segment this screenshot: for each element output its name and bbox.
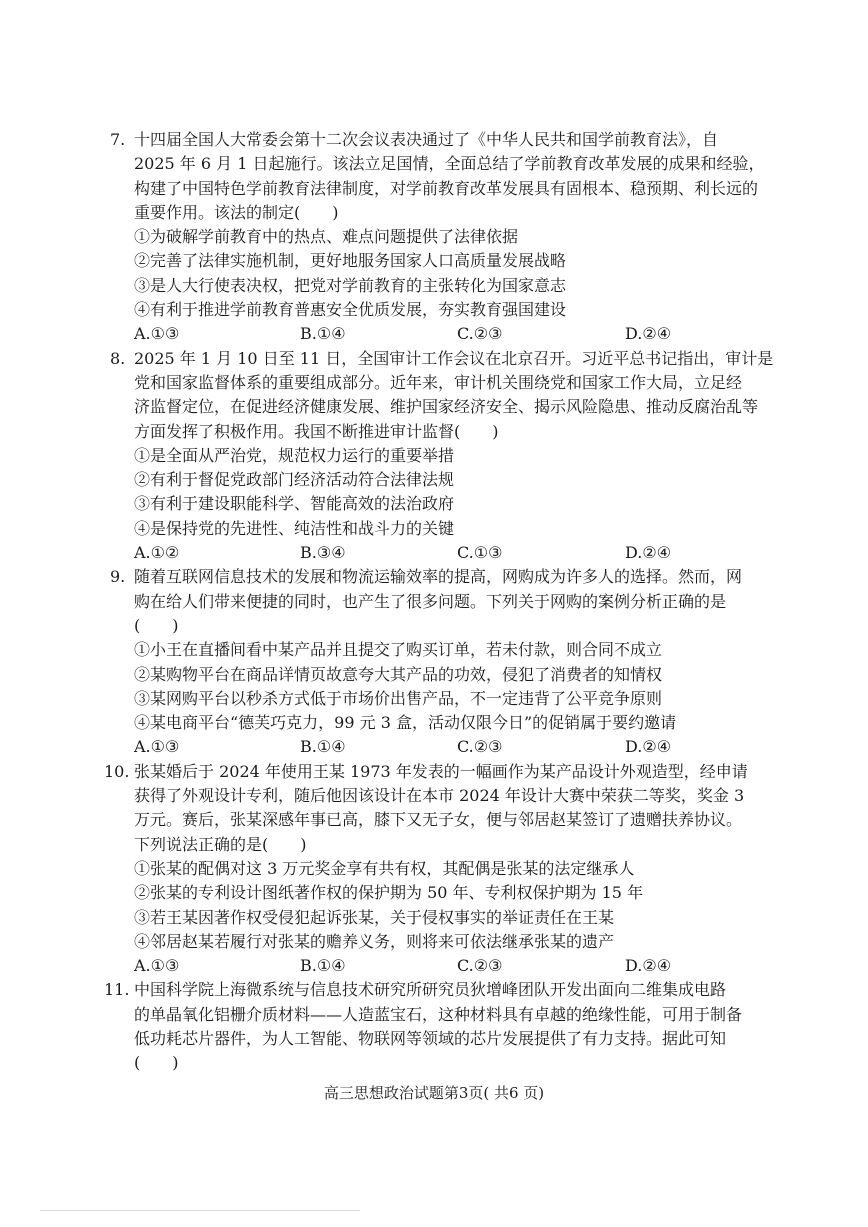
stem-line: 张某婚后于 2024 年使用王某 1973 年发表的一幅画作为某产品设计外观造型，经申请 [134, 761, 748, 781]
question-number: 8. [110, 348, 126, 368]
statement-option: ③是人大行使表决权，把党对学前教育的主张转化为国家意志 [134, 275, 567, 295]
statement-option: ④有利于推进学前教育普惠安全优质发展，夯实教育强国建设 [134, 300, 567, 320]
statement-option: ④邻居赵某若履行对张某的赡养义务，则将来可依法继承张某的遗产 [134, 931, 615, 951]
statement-option: ①张某的配偶对这 3 万元奖金享有共有权，其配偶是张某的法定继承人 [134, 858, 635, 878]
choice-c: C.②③ [457, 324, 503, 344]
choice-b: B.①④ [300, 956, 346, 976]
stem-line: 低功耗芯片器件，为人工智能、物联网等领域的芯片发展提供了有力支持。据此可知 [134, 1028, 727, 1048]
question-10 [104, 760, 760, 979]
question-stem [110, 565, 760, 638]
choice-a: A.①② [134, 543, 180, 563]
question-stem [104, 760, 760, 857]
choice-b: B.①④ [300, 737, 346, 757]
stem-line: 重要作用。该法的制定( ) [134, 202, 339, 222]
choice-d: D.②④ [625, 956, 672, 976]
answer-choices [110, 541, 760, 565]
statement-option: ①为破解学前教育中的热点、难点问题提供了法律依据 [134, 227, 519, 247]
statement-option: ②张某的专利设计图纸著作权的保护期为 50 年、专利权保护期为 15 年 [134, 883, 644, 903]
statement-option: ②某购物平台在商品详情页故意夸大其产品的功效，侵犯了消费者的知情权 [134, 664, 663, 684]
statement-option: ②完善了法律实施机制，更好地服务国家人口高质量发展战略 [134, 251, 567, 271]
statement-option: ③有利于建设职能科学、智能高效的法治政府 [134, 494, 455, 514]
stem-line: 十四届全国人大常委会第十二次会议表决通过了《中华人民共和国学前教育法》，自 [134, 130, 719, 149]
statement-option: ①是全面从严治党，规范权力运行的重要举措 [134, 445, 455, 465]
stem-line: 2025 年 1 月 10 日至 11 日，全国审计工作会议在北京召开。习近平总书记指出，审计是 [134, 348, 774, 368]
statement-option: ①小王在直播间看中某产品并且提交了购买订单，若未付款，则合同不成立 [134, 640, 663, 660]
answer-choices [110, 322, 760, 346]
stem-line: 党和国家监督体系的重要组成部分。近年来，审计机关围绕党和国家工作大局，立足经 [134, 372, 743, 392]
question-stem [110, 347, 774, 444]
statement-option: ③若王某因著作权受侵犯起诉张某，关于侵权事实的举证责任在王某 [134, 907, 615, 927]
stem-line: 购在给人们带来便捷的同时，也产生了很多问题。下列关于网购的案例分析正确的是 [134, 591, 727, 611]
stem-line: 2025 年 6 月 1 日起施行。该法立足国情，全面总结了学前教育改革发展的成果和经验， [134, 154, 765, 174]
stem-line: 随着互联网信息技术的发展和物流运输效率的提高，网购成为许多人的选择。然而，网 [134, 567, 743, 587]
question-number: 11. [104, 980, 130, 1000]
statement-option: ③某网购平台以秒杀方式低于市场价出售产品，不一定违背了公平竞争原则 [134, 688, 663, 708]
answer-choices [110, 954, 760, 978]
choice-a: A.①③ [134, 956, 180, 976]
stem-line: 的单晶氧化铝栅介质材料——人造蓝宝石，这种材料具有卓越的绝缘性能，可用于制备 [134, 1004, 743, 1024]
page-footer: 高三思想政治试题第3页( 共6 页) [323, 1084, 545, 1102]
stem-line: 方面发挥了积极作用。我国不断推进审计监督( ) [134, 421, 499, 441]
choice-d: D.②④ [625, 324, 672, 344]
choice-b: B.①④ [300, 324, 346, 344]
stem-line: 中国科学院上海微系统与信息技术研究所研究员狄增峰团队开发出面向二维集成电路 [134, 980, 727, 1000]
question-number: 7. [110, 130, 126, 149]
choice-a: A.①③ [134, 324, 180, 344]
question-number: 10. [104, 761, 130, 781]
stem-line: 构建了中国特色学前教育法律制度，对学前教育改革发展具有固根本、稳预期、利长远的 [134, 178, 759, 198]
question-9 [110, 565, 760, 759]
question-stem [110, 128, 765, 225]
answer-choices [110, 735, 760, 759]
questions-area [104, 128, 774, 1076]
question-8 [110, 347, 774, 566]
stem-line: 下列说法正确的是( ) [134, 834, 307, 854]
choice-b: B.③④ [300, 543, 346, 563]
choice-a: A.①③ [134, 737, 180, 757]
stem-line: ( ) [134, 615, 179, 635]
statement-option: ②有利于督促党政部门经济活动符合法律法规 [134, 470, 455, 490]
statement-option: ④某电商平台“德芙巧克力，99 元 3 盒，活动仅限今日”的促销属于要约邀请 [134, 713, 677, 733]
bottom-divider [40, 1210, 360, 1211]
stem-line: 获得了外观设计专利，随后他因该设计在本市 2024 年设计大赛中荣获二等奖，奖金 3 [134, 786, 745, 806]
choice-d: D.②④ [625, 737, 672, 757]
choice-d: D.②④ [625, 543, 672, 563]
question-number: 9. [110, 567, 126, 587]
stem-line: 济监督定位，在促进经济健康发展、维护国家经济安全、揭示风险隐患、推动反腐治乱等 [134, 397, 759, 417]
choice-c: C.①③ [457, 543, 503, 563]
question-11 [104, 978, 760, 1075]
stem-line: ( ) [134, 1053, 179, 1073]
choice-c: C.②③ [457, 737, 503, 757]
question-7 [110, 128, 765, 347]
choice-c: C.②③ [457, 956, 503, 976]
question-stem [104, 978, 760, 1075]
stem-line: 万元。赛后，张某深感年事已高，膝下又无子女，便与邻居赵某签订了遗赠扶养协议。 [134, 810, 743, 830]
statement-option: ④是保持党的先进性、纯洁性和战斗力的关键 [134, 518, 455, 538]
